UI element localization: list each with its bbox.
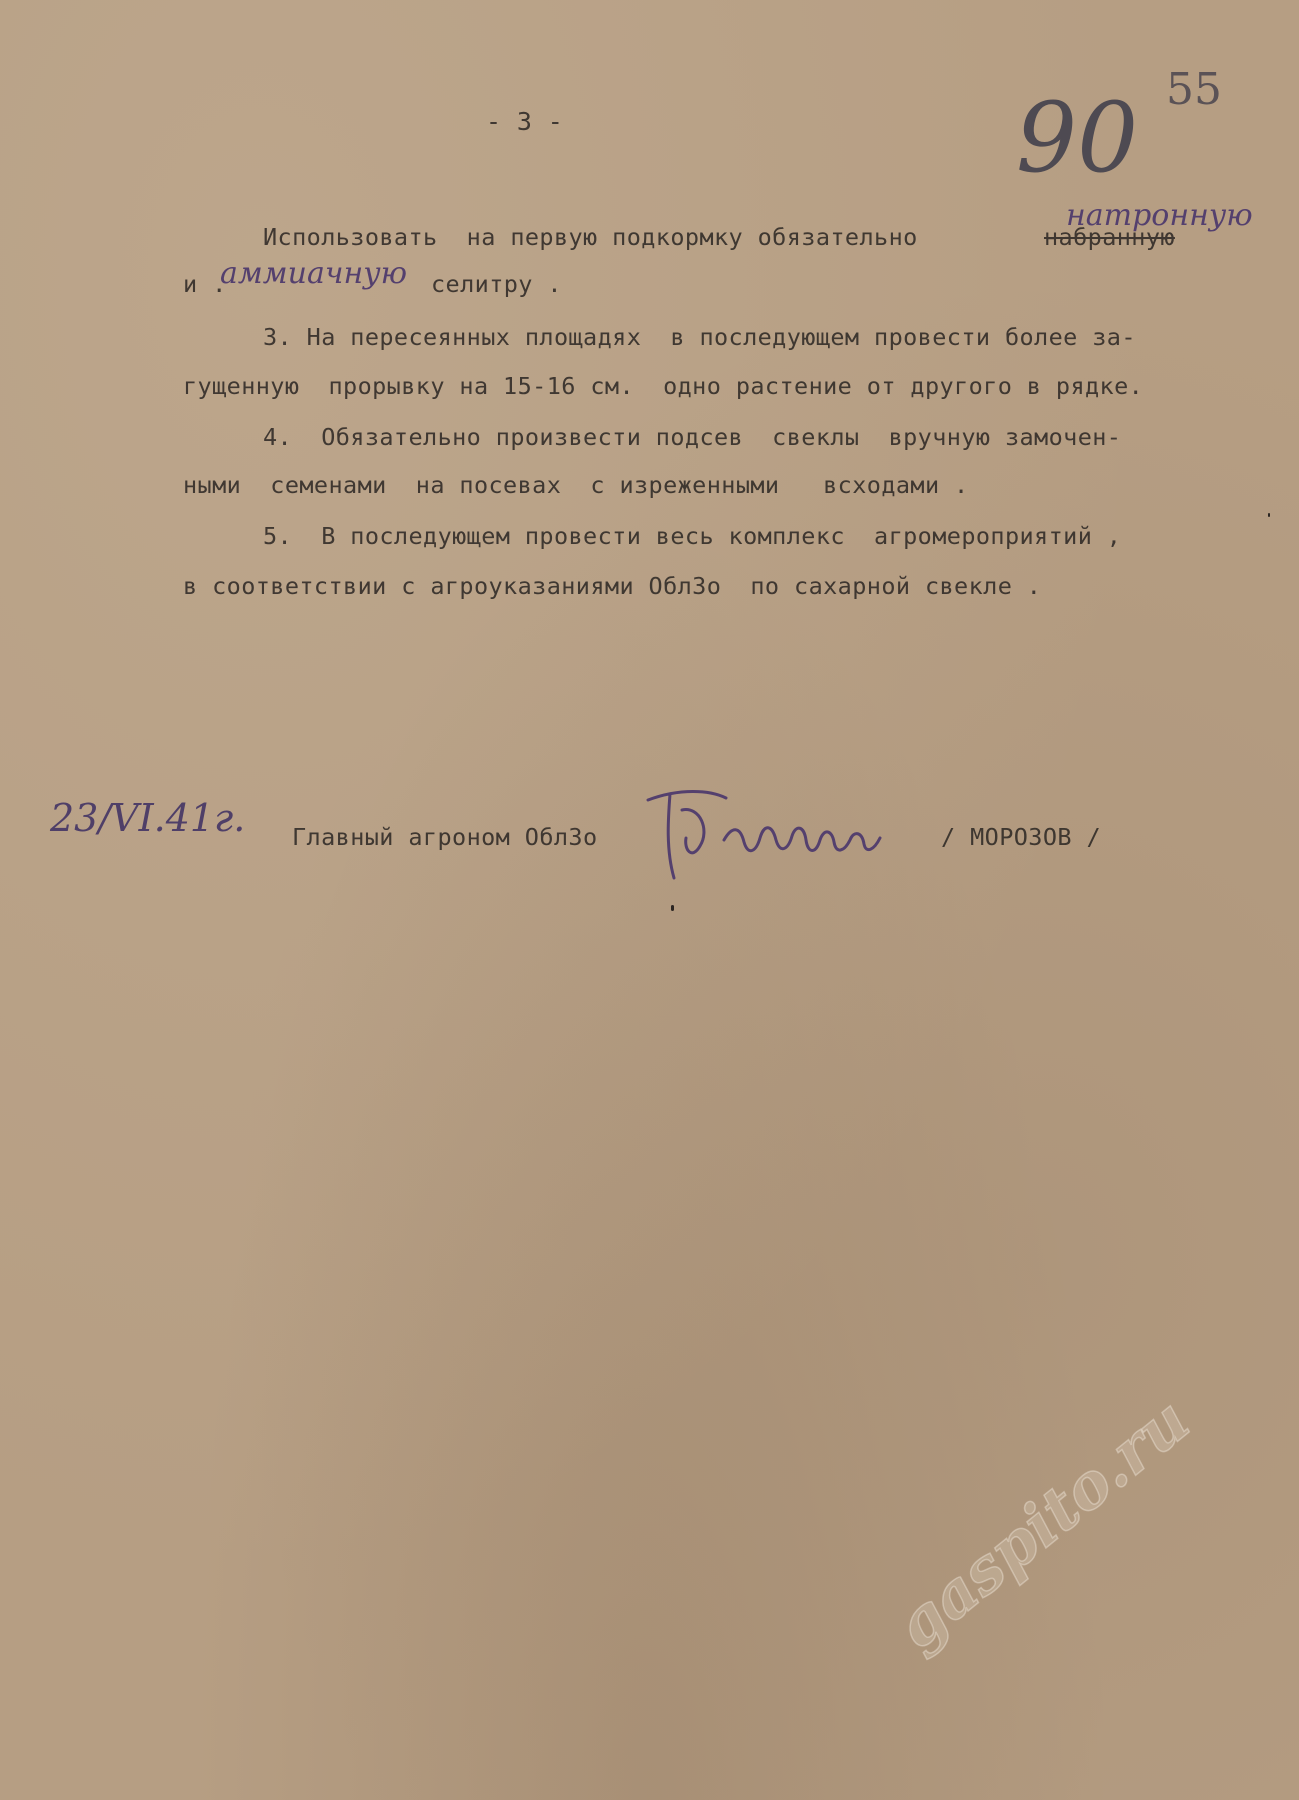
item-4-line-1: 4. Обязательно произвести подсев свеклы вручную замочен- <box>263 423 1122 451</box>
ink-speck <box>1268 513 1270 517</box>
item-5-line-1: 5. В последующем провести весь комплекс агромероприятий , <box>263 522 1122 550</box>
signer-name: / МОРОЗОВ / <box>941 823 1102 851</box>
body-line-2-start: и . <box>183 270 227 298</box>
signature <box>640 780 940 890</box>
item-5-line-2: в соответствии с агроуказаниями ОблЗо по сахарной свекле . <box>183 572 1042 600</box>
page-number: - 3 - <box>486 107 564 136</box>
watermark: gaspito.ru <box>882 1383 1203 1663</box>
item-3-line-1: 3. На пересеянных площадях в последующем провести более за- <box>263 323 1136 351</box>
body-line-1: Использовать на первую подкормку обязательно <box>263 223 918 251</box>
handwritten-date: 23/VI.41г. <box>50 796 246 840</box>
handwritten-correction-1: натронную <box>1066 198 1253 233</box>
archive-number-small: 55 <box>1166 64 1222 115</box>
ink-speck <box>671 905 674 911</box>
handwritten-correction-2: аммиачную <box>220 256 408 291</box>
item-4-line-2: ными семенами на посевах с изреженными всходами . <box>183 471 969 499</box>
signer-title: Главный агроном ОблЗо <box>292 823 598 851</box>
struck-word: набранную <box>1044 223 1175 251</box>
body-line-2-end: селитру . <box>431 270 562 298</box>
archive-number-main: 90 <box>1016 82 1139 194</box>
item-3-line-2: гущенную прорывку на 15-16 см. одно растение от другого в рядке. <box>183 372 1144 400</box>
